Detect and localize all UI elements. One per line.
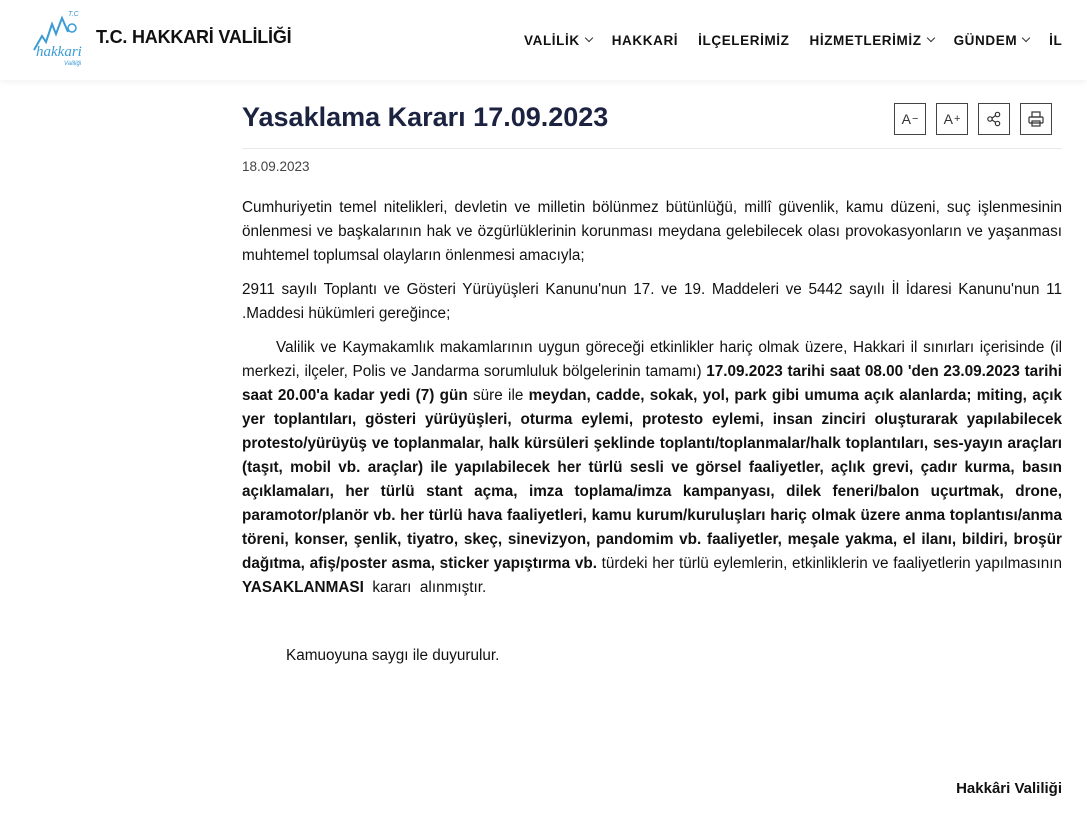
chevron-down-icon (584, 34, 592, 42)
decision-paragraph (242, 336, 1062, 600)
article-body (242, 196, 1062, 678)
svg-text:Valiliği: Valiliği (64, 61, 82, 67)
nav-label: HAKKARİ (611, 32, 679, 48)
nav-valilik[interactable] (524, 33, 592, 48)
article-tools (894, 103, 1052, 135)
minus-icon: − (911, 113, 919, 125)
nav-label: HİZMETLERİMİZ (809, 32, 922, 48)
chevron-down-icon (1022, 34, 1030, 42)
paragraph: 2911 sayılı Toplantı ve Gösteri Yürüyüşleri Kanunu'nun 17. ve 19. Maddeleri ve 5442 sayılı İl İdaresi Kanunu'nun 11 .Maddesi hükümleri gereğince; (242, 281, 1062, 322)
site-header (0, 0, 1087, 80)
publish-date: 18.09.2023 (242, 159, 310, 174)
svg-text:T.C: T.C (68, 11, 79, 18)
site-title: T.C. HAKKARİ VALİLİĞİ (96, 26, 292, 47)
paragraph: Cumhuriyetin temel nitelikleri, devletin ve milletin bölünmez bütünlüğü, millî güvenlik, kamu düzeni, suç işlenmesinin önlenmesi ve başkalarının hak ve özgürlüklerinin korunması meydana gelebilecek olası provokasyonların ve yaşanması muhtemel toplumsal olayların önlenmesi amacıyla; (242, 199, 1062, 264)
closing-note: Kamuoyuna saygı ile duyurulur. (286, 647, 500, 664)
page-title: Yasaklama Kararı 17.09.2023 (242, 102, 609, 132)
decrease-font-button[interactable] (894, 103, 926, 135)
svg-text:hakkari: hakkari (36, 44, 82, 60)
nav-hizmetlerimiz[interactable] (810, 33, 934, 48)
share-button[interactable] (978, 103, 1010, 135)
increase-font-button[interactable] (936, 103, 968, 135)
nav-gundem[interactable] (954, 33, 1030, 48)
nav-label: İLÇELERİMİZ (698, 32, 790, 48)
chevron-down-icon (926, 34, 934, 42)
banned-activities: meydan, cadde, sokak, yol, park gibi umuma açık alanlarda; miting, açık yer toplantıları, gösteri yürüyüşleri, oturma eylemi, protesto eylemi, insan zinciri oluşturarak yapılabilecek protesto/yürüyüş ve toplanmalar, halk kürsüleri şeklinde toplantı/toplanmalar/halk toplantıları, ses-yayın araçları (taşıt, mobil vb. araçlar) ile yapılabilecek her türlü sesli ve görsel faaliyetler, açlık grevi, çadır kurma, basın açıklamaları, her türlü stant açma, imza toplama/imza kampanyası, dilek feneri/balon uçurtmak, drone, paramotor/planör vb. her türlü hava faaliyetleri, kamu kurum/kuruluşları hariç olmak üzere anma toplantısı/anma töreni, konser, şenlik, tiyatro, skeç, sinevizyon, pandomim vb. faaliyetler, meşale yakma, el ilanı, bildiri, broşür dağıtma, afiş/poster asma, sticker yapıştırma vb. (242, 387, 1063, 572)
font-a-label: A (943, 111, 953, 127)
text-segment: süre ile (467, 387, 529, 404)
site-logo[interactable] (28, 6, 291, 68)
print-button[interactable] (1020, 103, 1052, 135)
font-a-label: A (901, 111, 911, 127)
nav-label: VALİLİK (524, 32, 580, 48)
hakkari-logo-icon (28, 6, 92, 68)
date-range: 17.09.2023 tarihi saat 08.00 'den 23.09.2023 tarihi saat 20.00'a kadar yedi (7) gün (242, 363, 1062, 404)
nav-hakkari[interactable] (612, 33, 678, 48)
text-segment: Valilik ve Kaymakamlık makamlarının uygun göreceği etkinlikler hariç olmak üzere, Hakkari il sınırları içerisinde (il merkezi, ilçeler, Polis ve Jandarma sorumluluk bölgelerinin tamamı) (242, 339, 1062, 380)
plus-icon: + (953, 113, 961, 125)
signature: Hakkâri Valiliği (956, 780, 1062, 797)
title-divider (242, 148, 1062, 149)
printer-icon (1027, 110, 1045, 128)
nav-label: İL (1049, 32, 1063, 48)
nav-il[interactable] (1049, 33, 1062, 48)
nav-label: GÜNDEM (953, 32, 1018, 48)
main-nav (524, 0, 1082, 80)
article (242, 100, 1063, 797)
text-segment: türdeki her türlü eylemlerin, etkinliklerin ve faaliyetlerin yapılmasının (596, 555, 1062, 572)
share-icon (986, 111, 1002, 127)
text-segment: kararı alınmıştır. (363, 579, 487, 596)
nav-ilcelerimiz[interactable] (698, 33, 789, 48)
ban-keyword: YASAKLANMASI (242, 579, 364, 596)
